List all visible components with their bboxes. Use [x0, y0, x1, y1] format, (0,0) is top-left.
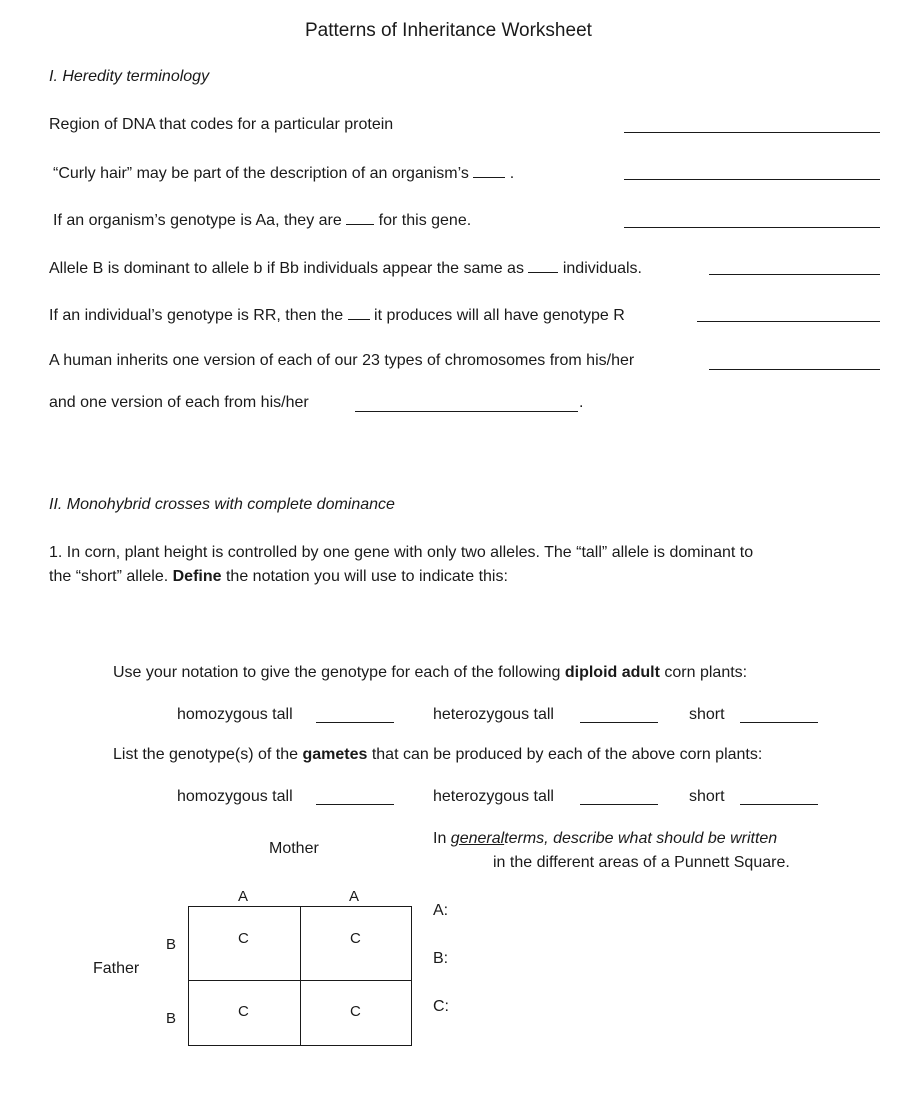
question-5-text: If an individual’s genotype is RR, then the	[49, 307, 344, 324]
genotype-diploid-adult: diploid adult	[564, 664, 660, 681]
describe-b-label: B:	[433, 950, 449, 967]
gamete-homozygous-tall-blank[interactable]	[316, 803, 394, 805]
question-4-end: individuals.	[562, 260, 642, 277]
punnett-vertical-divider	[300, 907, 301, 1045]
question-5-end: it produces will all have genotype R	[374, 307, 625, 324]
inline-blank-2[interactable]	[473, 163, 505, 178]
mother-allele-2: A	[349, 888, 360, 905]
question-5	[49, 305, 625, 325]
punnett-horizontal-divider	[189, 980, 411, 981]
gamete-gametes: gametes	[302, 746, 368, 763]
describe-line-2: in the different areas of a Punnett Square.	[493, 854, 790, 871]
genotype-instruction	[113, 664, 747, 682]
genotype-short-blank[interactable]	[740, 721, 818, 723]
punnett-cell-2-1[interactable]: C	[238, 1003, 249, 1020]
gamete-short-blank[interactable]	[740, 803, 818, 805]
genotype-heterozygous-tall-blank[interactable]	[580, 721, 658, 723]
describe-c-label: C:	[433, 998, 449, 1015]
answer-blank-6[interactable]	[709, 368, 880, 370]
genotype-homozygous-tall-label: homozygous tall	[177, 706, 293, 723]
question-7	[49, 394, 309, 412]
question-7-text: and one version of each from his/her	[49, 394, 309, 411]
describe-text-c: terms, describe what should be written	[504, 830, 778, 847]
question-3-text: If an organism’s genotype is Aa, they are	[53, 212, 342, 229]
punnett-cell-2-2[interactable]: C	[350, 1003, 361, 1020]
father-allele-2: B	[166, 1010, 177, 1027]
page-title: Patterns of Inheritance Worksheet	[305, 20, 592, 41]
mother-allele-1: A	[238, 888, 249, 905]
gamete-heterozygous-tall-label: heterozygous tall	[433, 788, 554, 805]
answer-blank-4[interactable]	[709, 273, 880, 275]
genotype-short-label: short	[689, 706, 725, 723]
describe-a-label: A:	[433, 902, 449, 919]
inline-blank-3[interactable]	[346, 210, 374, 225]
problem-1-line-1: 1. In corn, plant height is controlled by one gene with only two alleles. The “tall” allele is dominant to	[49, 544, 754, 561]
answer-blank-5[interactable]	[697, 320, 880, 322]
father-allele-1: B	[166, 936, 177, 953]
describe-line-1	[433, 830, 777, 848]
question-3-end: for this gene.	[378, 212, 472, 229]
question-6: A human inherits one version of each of our 23 types of chromosomes from his/her	[49, 352, 635, 369]
problem-1-define: Define	[172, 568, 222, 585]
question-4-text: Allele B is dominant to allele b if Bb individuals appear the same as	[49, 260, 524, 277]
mother-label: Mother	[269, 840, 319, 857]
section-2-heading: II. Monohybrid crosses with complete dominance	[49, 496, 395, 513]
answer-blank-1[interactable]	[624, 131, 880, 133]
describe-text-a: In	[433, 830, 447, 847]
gamete-text-c: that can be produced by each of the above corn plants:	[371, 746, 763, 763]
genotype-homozygous-tall-blank[interactable]	[316, 721, 394, 723]
answer-blank-7[interactable]	[355, 410, 578, 412]
gamete-short-label: short	[689, 788, 725, 805]
problem-1-text-a: the “short” allele.	[49, 568, 169, 585]
punnett-square	[188, 906, 412, 1046]
problem-1-text-c: the notation you will use to indicate this:	[225, 568, 508, 585]
genotype-text-a: Use your notation to give the genotype for each of the following	[113, 664, 561, 681]
punnett-cell-1-2[interactable]: C	[350, 930, 361, 947]
punnett-cell-1-1[interactable]: C	[238, 930, 249, 947]
answer-blank-3[interactable]	[624, 226, 880, 228]
section-1-heading: I. Heredity terminology	[49, 68, 210, 85]
inline-blank-5[interactable]	[348, 305, 370, 320]
gamete-text-a: List the genotype(s) of the	[113, 746, 298, 763]
question-4	[49, 258, 642, 278]
question-2-end: .	[509, 165, 515, 182]
question-7-end: .	[579, 394, 584, 411]
question-2	[53, 163, 514, 183]
genotype-text-c: corn plants:	[664, 664, 748, 681]
question-3	[53, 210, 471, 230]
answer-blank-2[interactable]	[624, 178, 880, 180]
question-2-text: “Curly hair” may be part of the description of an organism’s	[53, 165, 469, 182]
question-1: Region of DNA that codes for a particular protein	[49, 116, 394, 133]
gamete-instruction	[113, 746, 762, 764]
gamete-homozygous-tall-label: homozygous tall	[177, 788, 293, 805]
describe-general: general	[450, 830, 505, 847]
father-label: Father	[93, 960, 140, 977]
genotype-heterozygous-tall-label: heterozygous tall	[433, 706, 554, 723]
gamete-heterozygous-tall-blank[interactable]	[580, 803, 658, 805]
problem-1-line-2	[49, 568, 508, 586]
inline-blank-4[interactable]	[528, 258, 558, 273]
